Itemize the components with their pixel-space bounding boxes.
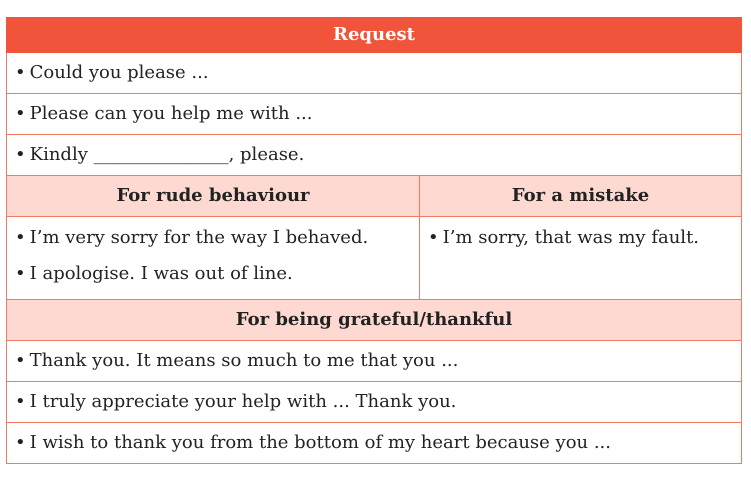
phrases-table-container [6,17,741,464]
bullet-icon: • [15,432,26,453]
grateful-item-text: I truly appreciate your help with ... Thank you. [29,391,457,412]
bullet-icon: • [15,144,26,165]
grateful-header-row [7,300,742,341]
bullet-icon: • [15,350,26,371]
table-row [7,94,742,135]
grateful-item-1 [7,341,742,382]
grateful-header: For being grateful/thankful [7,300,742,341]
list-item [15,227,411,249]
phrases-table [6,17,742,464]
request-item-1 [7,53,742,94]
apology-items-row [7,217,742,300]
bullet-icon: • [15,227,26,248]
bullet-icon: • [15,263,26,284]
grateful-item-2 [7,382,742,423]
request-item-text: Please can you help me with ... [29,103,313,124]
bullet-icon: • [15,391,26,412]
request-header-row [7,18,742,53]
grateful-item-text: Thank you. It means so much to me that you ... [29,350,459,371]
request-item-3 [7,135,742,176]
rude-item-text: I apologise. I was out of line. [29,263,293,284]
table-row [7,423,742,464]
mistake-items [420,217,742,300]
grateful-item-3 [7,423,742,464]
list-item [428,227,733,249]
request-item-2 [7,94,742,135]
rude-behaviour-header: For rude behaviour [7,176,420,217]
bullet-icon: • [15,62,26,83]
grateful-item-text: I wish to thank you from the bottom of my heart because you ... [29,432,612,453]
rude-item-text: I’m very sorry for the way I behaved. [29,227,369,248]
bullet-icon: • [428,227,439,248]
rude-behaviour-items [7,217,420,300]
table-row [7,382,742,423]
request-item-text: Kindly _______________, please. [29,144,305,165]
bullet-icon: • [15,103,26,124]
table-row [7,53,742,94]
table-row [7,341,742,382]
request-header: Request [7,18,742,53]
list-item [15,263,411,285]
request-item-text: Could you please ... [29,62,209,83]
table-row [7,135,742,176]
mistake-item-text: I’m sorry, that was my fault. [442,227,700,248]
mistake-header: For a mistake [420,176,742,217]
apology-header-row [7,176,742,217]
